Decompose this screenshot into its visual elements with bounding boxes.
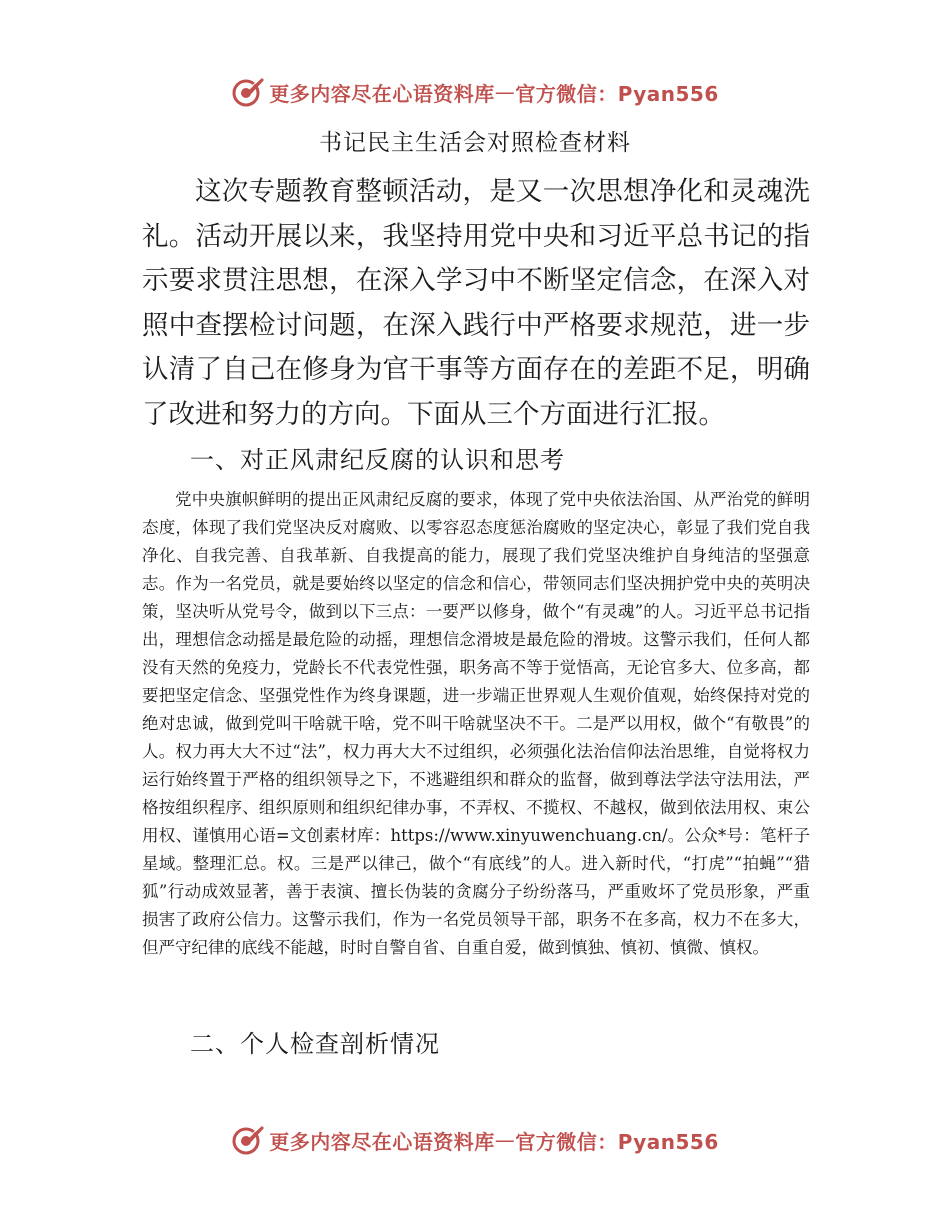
banner-separator: — bbox=[494, 80, 516, 104]
section-1-body: 党中央旗帜鲜明的提出正风肃纪反腐的要求，体现了党中央依法治国、从严治党的鲜明态度，体现了我们党坚决反对腐败、以零容忍态度惩治腐败的坚定决心，彰显了我们党自我净化、自我完善、自我革新、自我提高的能力，展现了我们党坚决维护自身纯洁的坚强意志。作为一名党员，就是要始终以坚定的信念和信心，带领同志们坚决拥护党中央的英明决策，坚决听从党号令，做到以下三点：一要严以修身，做个“有灵魂”的人。习近平总书记指出，理想信念动摇是最危险的动摇，理想信念滑坡是最危险的滑坡。这警示我们，任何人都没有天然的免疫力，党龄长不代表党性强，职务高不等于觉悟高，无论官多大、位多高，都要把坚定信念、坚强党性作为终身课题，进一步端正世界观人生观价值观，始终保持对党的绝对忠诚，做到党叫干啥就干啥，党不叫干啥就坚决不干。二是严以用权，做个“有敬畏”的人。权力再大大不过“法”，权力再大大不过组织，必须强化法治信仰法治思维，自觉将权力运行始终置于严格的组织领导之下，不逃避组织和群众的监督，做到尊法学法守法用法，严格按组织程序、组织原则和组织纪律办事，不弄权、不揽权、不越权，做到依法用权、束公用权、谨慎用心语=文创素材库：https://www.xinyuwenchuang.cn/。公众*号：笔杆子星域。整理汇总。权。三是严以律己，做个“有底线”的人。进入新时代，“打虎”“拍蝇”“猎狐”行动成效显著，善于表演、擅长伪装的贪腐分子纷纷落马，严重败坏了党员形象，严重损害了政府公信力。这警示我们，作为一名党员领导干部，职务不在多高，权力不在多大，但严守纪律的底线不能越，时时自警自省、自重自爱，做到慎独、慎初、慎微、慎权。 bbox=[142, 490, 810, 957]
banner-brand-text: 更多内容尽在心语资料库 bbox=[269, 1129, 495, 1154]
banner-brand-text: 更多内容尽在心语资料库 bbox=[269, 81, 495, 106]
section-1-heading: 一、对正风肃纪反腐的认识和思考 bbox=[190, 446, 565, 474]
banner-wechat-text: 官方微信：Pyan556 bbox=[515, 81, 719, 106]
banner-wechat-text: 官方微信：Pyan556 bbox=[515, 1129, 719, 1154]
intro-paragraph: 这次专题教育整顿活动，是又一次思想净化和灵魂洗礼。活动开展以来，我坚持用党中央和习近平总书记的指示要求贯注思想，在深入学习中不断坚定信念，在深入对照中查摆检讨问题，在深入践行中严格要求规范，进一步认清了自己在修身为官干事等方面存在的差距不足，明确了改进和努力的方向。下面从三个方面进行汇报。 bbox=[142, 176, 810, 430]
document-title: 书记民主生活会对照检查材料 bbox=[319, 130, 631, 156]
section-2-heading: 二、个人检查剖析情况 bbox=[190, 1030, 440, 1058]
banner-separator: — bbox=[494, 1128, 516, 1152]
pen-logo-icon bbox=[231, 1123, 265, 1157]
pen-logo-icon bbox=[231, 75, 265, 109]
header-watermark-banner bbox=[0, 72, 950, 112]
footer-watermark-banner bbox=[0, 1120, 950, 1160]
